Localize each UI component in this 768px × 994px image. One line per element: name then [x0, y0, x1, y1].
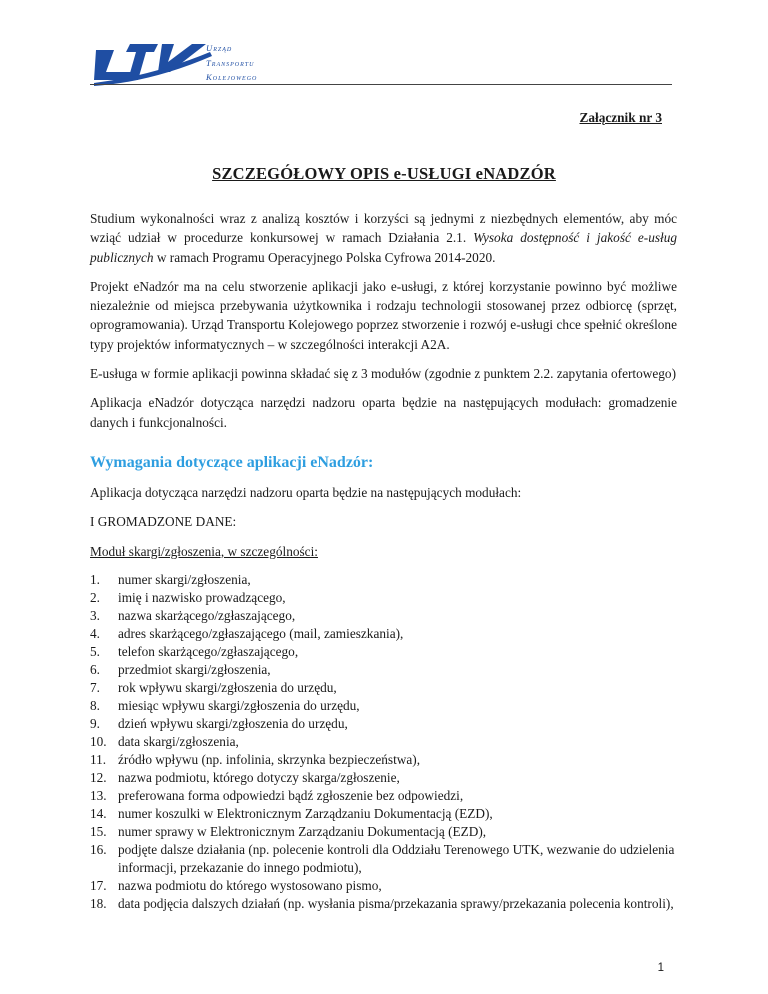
intro-paragraph-3: E-usługa w formie aplikacji powinna składać się z 3 modułów (zgodnie z punktem 2.2. zapytania ofertowego): [90, 366, 676, 382]
list-item: [90, 607, 677, 625]
list-item-number: 15.: [90, 823, 107, 839]
list-item: [90, 823, 677, 841]
list-item-text: rok wpływu skargi/zgłoszenia do urzędu,: [118, 679, 337, 695]
list-item-text: adres skarżącego/zgłaszającego (mail, zamieszkania),: [118, 625, 404, 641]
intro-paragraph-4: Aplikacja eNadzór dotycząca narzędzi nadzoru oparta będzie na następujących modułach: gromadzenie danych i funkcjonalności.: [90, 395, 677, 430]
list-item-number: 9.: [90, 715, 100, 731]
list-item-text: nazwa podmiotu, którego dotyczy skarga/zgłoszenie,: [118, 769, 400, 785]
utk-logo-icon: [92, 38, 292, 88]
section-lead: Aplikacja dotycząca narzędzi nadzoru oparta będzie na następujących modułach:: [90, 484, 522, 500]
list-item-text: miesiąc wpływu skargi/zgłoszenia do urzędu,: [118, 697, 360, 713]
list-item-text: data podjęcia dalszych działań (np. wysłania pisma/przekazania sprawy/przekazania polecenia kontroli),: [118, 895, 674, 911]
list-item: [90, 661, 677, 679]
list-item: [90, 571, 677, 589]
header-divider: [90, 84, 672, 85]
group-heading: I GROMADZONE DANE:: [90, 514, 237, 530]
intro-p1-italic: Wysoka dostępność i jakość e-usług publicznych: [90, 230, 678, 265]
intro-p1-text: Studium wykonalności wraz z analizą kosztów i korzyści są jednymi z niezbędnych elementów, aby móc wziąć udział w procedurze konkursowej w ramach Działania 2.1.: [90, 211, 677, 246]
list-item-number: 17.: [90, 877, 107, 893]
list-item-text: imię i nazwisko prowadzącego,: [118, 589, 286, 605]
list-item-number: 6.: [90, 661, 100, 677]
logo-line-3: Kolejowego: [206, 72, 258, 82]
list-item: [90, 877, 677, 895]
annex-label: Załącznik nr 3: [579, 110, 662, 125]
list-item: [90, 715, 677, 733]
list-item: [90, 787, 677, 805]
logo-wordmark: [206, 41, 257, 85]
list-item: [90, 625, 677, 643]
list-item: [90, 841, 677, 877]
intro-paragraph-2: Projekt eNadzór ma na celu stworzenie aplikacji jako e-usługi, z której korzystanie powinno być możliwe niezależnie od miejsca przebywania użytkownika i rodzaju technologii stosowanej przez odbiorcę (sprzęt, oprogramowania). Urząd Transportu Kolejowego poprzez stworzenie i rozwój e-usługi chce spełnić określone typy projektów informatycznych – w szczególności interakcji A2A.: [90, 278, 677, 352]
list-item-number: 16.: [90, 841, 107, 857]
list-item: [90, 805, 677, 823]
logo-line-2: Transportu: [206, 57, 255, 68]
section-heading: Wymagania dotyczące aplikacji eNadzór:: [90, 453, 374, 471]
list-item-number: 14.: [90, 805, 107, 821]
list-item-text: data skargi/zgłoszenia,: [118, 733, 239, 749]
list-item: [90, 733, 677, 751]
list-item-number: 10.: [90, 733, 107, 749]
intro-p1-tail: w ramach Programu Operacyjnego Polska Cyfrowa 2014-2020.: [153, 249, 496, 265]
list-item-text: nazwa skarżącego/zgłaszającego,: [118, 607, 296, 623]
page-number: 1: [657, 962, 664, 974]
list-item-text: telefon skarżącego/zgłaszającego,: [118, 643, 299, 659]
list-item-number: 8.: [90, 697, 100, 713]
document-title: SZCZEGÓŁOWY OPIS e-USŁUGI eNADZÓR: [212, 164, 556, 183]
logo-line-1: Urząd: [206, 43, 233, 53]
list-item-number: 3.: [90, 607, 100, 623]
list-item: [90, 643, 677, 661]
list-item-text: źródło wpływu (np. infolinia, skrzynka bezpieczeństwa),: [118, 751, 421, 767]
list-item-number: 12.: [90, 769, 107, 785]
intro-paragraph-1: [90, 209, 677, 267]
list-item-text: numer skargi/zgłoszenia,: [118, 571, 251, 587]
list-item-number: 5.: [90, 643, 100, 659]
list-item: [90, 751, 677, 769]
list-item-number: 1.: [90, 571, 100, 587]
data-items-list: [90, 571, 677, 913]
list-item-text: numer koszulki w Elektronicznym Zarządzaniu Dokumentacją (EZD),: [118, 805, 493, 821]
list-item: [90, 769, 677, 787]
list-item-text: przedmiot skargi/zgłoszenia,: [118, 661, 271, 677]
list-item-number: 13.: [90, 787, 107, 803]
list-item: [90, 679, 677, 697]
list-item-number: 11.: [90, 751, 107, 767]
list-item-text: numer sprawy w Elektronicznym Zarządzaniu Dokumentacją (EZD),: [118, 823, 487, 839]
module-heading: Moduł skargi/zgłoszenia, w szczególności:: [90, 543, 318, 559]
list-item: [90, 895, 677, 913]
list-item-text: nazwa podmiotu do którego wystosowano pismo,: [118, 877, 382, 893]
list-item-text: preferowana forma odpowiedzi bądź zgłoszenie bez odpowiedzi,: [118, 787, 464, 803]
list-item: [90, 589, 677, 607]
list-item-number: 18.: [90, 895, 107, 911]
list-item-text: dzień wpływu skargi/zgłoszenia do urzędu,: [118, 715, 348, 731]
list-item-number: 2.: [90, 589, 100, 605]
list-item-number: 7.: [90, 679, 100, 695]
list-item-text: podjęte dalsze działania (np. polecenie kontroli dla Oddziału Terenowego UTK, wezwanie do udzielenia informacji, przekazanie do innego podmiotu),: [118, 841, 675, 875]
list-item-number: 4.: [90, 625, 100, 641]
document-body: [90, 209, 677, 913]
list-item: [90, 697, 677, 715]
